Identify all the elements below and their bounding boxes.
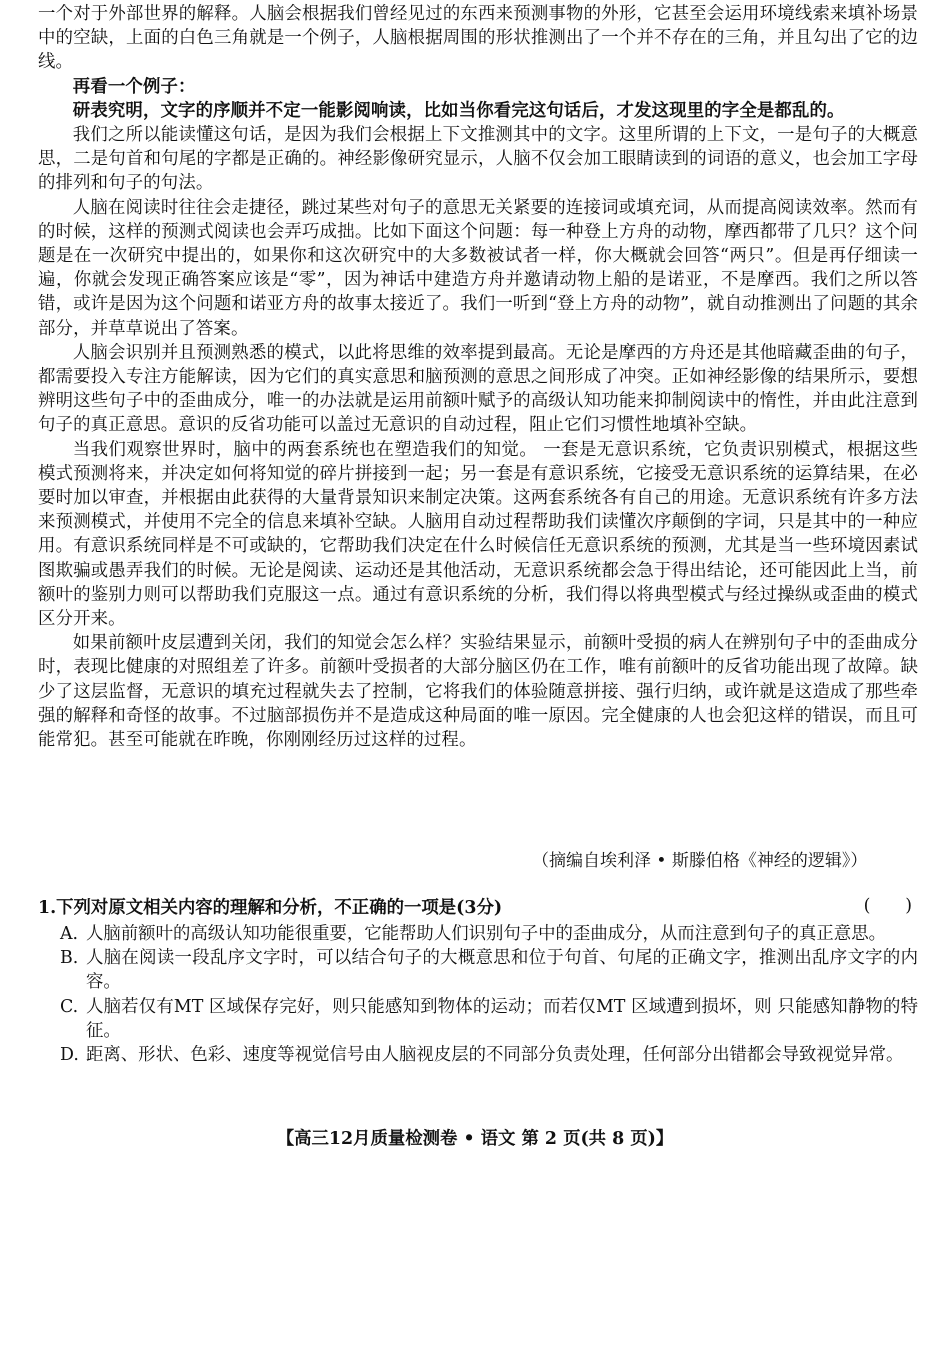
option-letter: C.: [60, 996, 79, 1017]
option-letter: D.: [60, 1045, 79, 1066]
option-d: [38, 1043, 918, 1067]
paragraph-prefrontal: 如果前额叶皮层遭到关闭，我们的知觉会怎么样？实验结果显示，前额叶受损的病人在辨别句子中的歪曲成分时，表现比健康的对照组差了许多。前额叶受损者的大部分脑区仍在工作，唯有前额叶的反省功能出现了故障。缺少了这层监督，无意识的填充过程就失去了控制，它将我们的体验随意拼接、强行归纳，或许就是这造成了那些牵强的解释和奇怪的故事。不过脑部损伤并不是造成这种局面的唯一原因。完全健康的人也会犯这样的错误，而且可能常犯。甚至可能就在昨晚，你刚刚经历过这样的过程。: [38, 633, 918, 751]
scrambled-example: 研表究明，文字的序顺并不定一能影阅响读，比如当你看完这句话后，才发这现里的字全是都乱的。: [72, 100, 845, 121]
question-stem-text: 1.下列对原文相关内容的理解和分析，不正确的一项是(3分): [38, 898, 503, 918]
paragraph-continuation: 一个对于外部世界的解释。人脑会根据我们曾经见过的东西来预测事物的外形，它甚至会运用环境线索来填补场景中的空缺，上面的白色三角就是一个例子，人脑根据周围的形状推测出了一个并不存在的三角，并且勾出了它的边线。: [38, 4, 918, 73]
source-attribution: （摘编自埃利泽 • 斯滕伯格《神经的逻辑》）: [532, 851, 868, 871]
option-letter: B.: [60, 948, 79, 969]
reading-passage: [38, 2, 918, 752]
answer-blank: ( ): [863, 896, 912, 916]
option-text: 人脑前额叶的高级认知功能很重要，它能帮助人们识别句子中的歪曲成分，从而注意到句子的真正意思。: [86, 924, 886, 944]
option-text: 人脑若仅有MT 区域保存完好，则只能感知到物体的运动；而若仅MT 区域遭到损坏，则 只能感知静物的特征。: [86, 996, 918, 1041]
option-c: [38, 995, 918, 1043]
paragraph-patterns: 人脑会识别并且预测熟悉的模式，以此将思维的效率提到最高。无论是摩西的方舟还是其他暗藏歪曲的句子，都需要投入专注方能解读，因为它们的真实意思和脑预测的意思之间形成了冲突。正如神经影像的结果所示，要想辨明这些句子中的歪曲成分，唯一的办法就是运用前额叶赋予的高级认知功能来抑制阅读中的惰性，并由此注意到句子的真正意思。意识的反省功能可以盖过无意识的自动过程，阻止它们习惯性地填补空缺。: [38, 342, 918, 436]
question-stem: [38, 896, 918, 922]
option-a: [38, 922, 918, 946]
paragraph-two-systems: 当我们观察世界时，脑中的两套系统也在塑造我们的知觉。 一套是无意识系统，它负责识别模式，根据这些模式预测将来，并决定如何将知觉的碎片拼接到一起；另一套是有意识系统，它接受无意识系统的运算结果，在必要时加以审查，并根据由此获得的大量背景知识来制定决策。这两套系统各有自己的用途。无意识系统有许多方法来预测模式，并使用不完全的信息来填补空缺。人脑用自动过程帮助我们读懂次序颠倒的字词，只是其中的一种应用。有意识系统同样是不可或缺的，它帮助我们决定在什么时候信任无意识系统的预测，尤其是当一些环境因素试图欺骗或愚弄我们的时候。无论是阅读、运动还是其他活动，无意识系统都会急于得出结论，还可能因此上当，前额叶的鉴别力则可以帮助我们克服这一点。通过有意识系统的分析，我们得以将典型模式与经过操纵或歪曲的模式区分开来。: [38, 439, 918, 630]
option-b: [38, 946, 918, 994]
paragraph-context: 我们之所以能读懂这句话，是因为我们会根据上下文推测其中的文字。这里所谓的上下文，一是句子的大概意思，二是句首和句尾的字都是正确的。神经影像研究显示，人脑不仅会加工眼睛读到的词语的意义，也会加工字母的排列和句子的句法。: [38, 125, 918, 194]
option-letter: A.: [60, 924, 79, 944]
option-text: 人脑在阅读一段乱序文字时，可以结合句子的大概意思和位于句首、句尾的正确文字，推测出乱序文字的内容。: [86, 948, 918, 993]
page-footer: 【高三12月质量检测卷 • 语文 第 2 页(共 8 页)】: [276, 1129, 674, 1149]
option-text: 距离、形状、色彩、速度等视觉信号由人脑视皮层的不同部分负责处理，任何部分出错都会导致视觉异常。: [86, 1045, 904, 1066]
question-1: [38, 896, 918, 1067]
example-heading: 再看一个例子：: [72, 76, 196, 97]
paragraph-shortcut: 人脑在阅读时往往会走捷径，跳过某些对句子的意思无关紧要的连接词或填充词，从而提高阅读效率。然而有的时候，这样的预测式阅读也会弄巧成拙。比如下面这个问题：每一种登上方舟的动物，摩西都带了几只？这个问题是在一次研究中提出的，如果你和这次研究中的大多数被试者一样，你大概就会回答“两只”。但是再仔细读一遍，你就会发现正确答案应该是“零”，因为神话中建造方舟并邀请动物上船的是诺亚，不是摩西。我们之所以答错，或许是因为这个问题和诺亚方舟的故事太接近了。我们一听到“登上方舟的动物”，就自动推测出了问题的其余部分，并草草说出了答案。: [38, 197, 918, 339]
